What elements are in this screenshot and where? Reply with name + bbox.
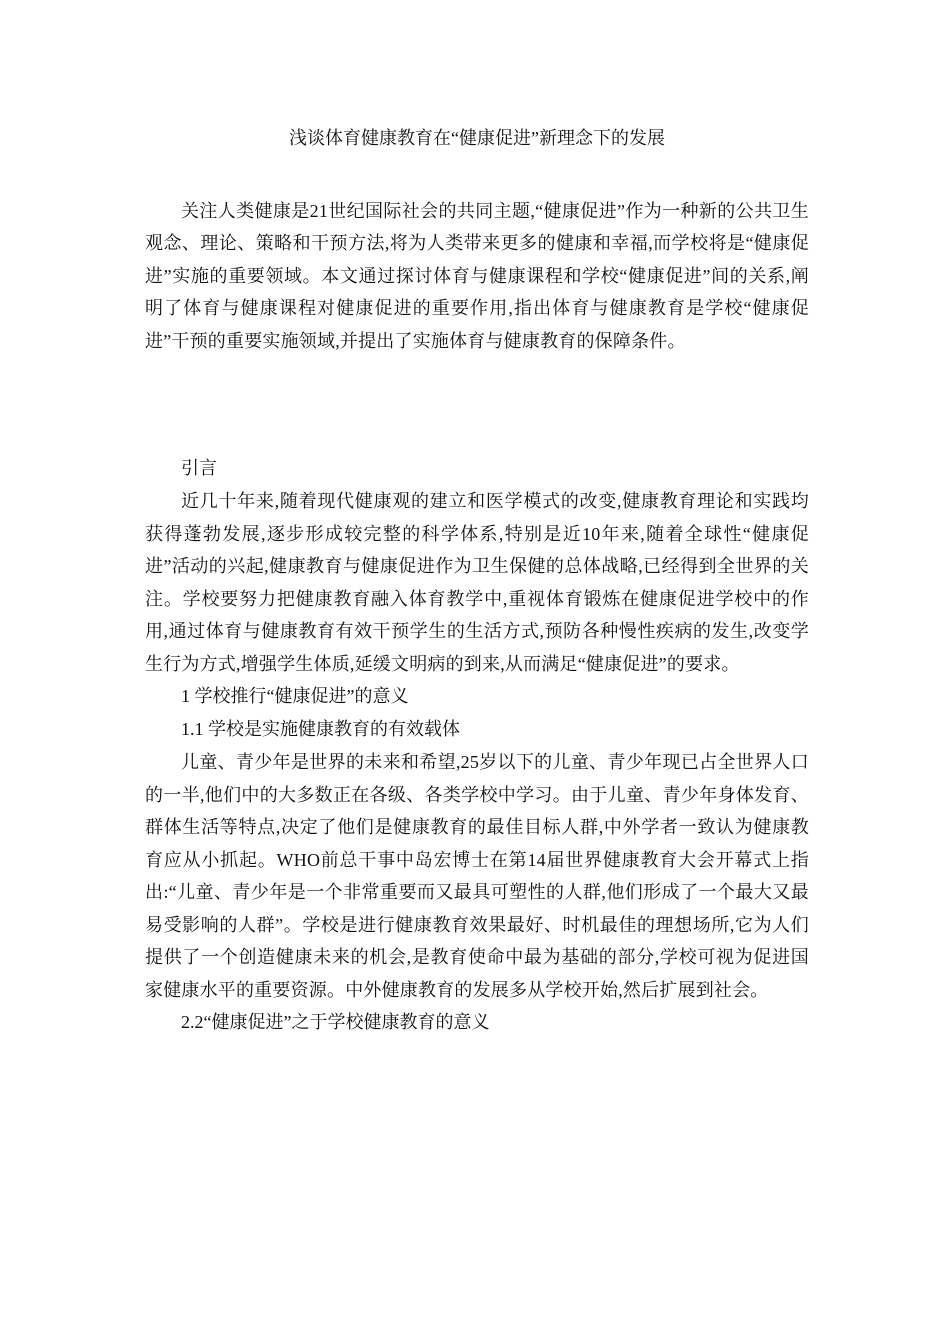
section-1-heading: 1 学校推行“健康促进”的意义 [181, 686, 409, 706]
abstract-paragraph: 关注人类健康是21世纪国际社会的共同主题,“健康促进”作为一种新的公共卫生观念、理论、策略和干预方法,将为人类带来更多的健康和幸福,而学校将是“健康促进”实施的重要领域。本文通过探讨体育与健康课程和学校“健康促进”间的关系,阐明了体育与健康课程对健康促进的重要作用,指出体育与健康教育是学校“健康促进”干预的重要实施领域,并提出了实施体育与健康教育的保障条件。 [145, 201, 809, 351]
document-title: 浅谈体育健康教育在“健康促进”新理念下的发展 [289, 128, 665, 148]
intro-paragraph: 近几十年来,随着现代健康观的建立和医学模式的改变,健康教育理论和实践均获得蓬勃发展,逐步形成较完整的科学体系,特别是近10年来,随着全球性“健康促进”活动的兴起,健康教育与健康促进作为卫生保健的总体战略,已经得到全世界的关注。学校要努力把健康教育融入体育教学中,重视体育锻炼在健康促进学校中的作用,通过体育与健康教育有效干预学生的生活方式,预防各种慢性疾病的发生,改变学生行为方式,增强学生体质,延缓文明病的到来,从而满足“健康促进”的要求。 [145, 491, 809, 674]
section-1-1-paragraph: 儿童、青少年是世界的未来和希望,25岁以下的儿童、青少年现已占全世界人口的一半,他们中的大多数正在各级、各类学校中学习。由于儿童、青少年身体发育、群体生活等特点,决定了他们是健康教育的最佳目标人群,中外学者一致认为健康教育应从小抓起。WHO前总干事中岛宏博士在第14届世界健康教育大会开幕式上指出:“儿童、青少年是一个非常重要而又最具可塑性的人群,他们形成了一个最大又最易受影响的人群”。学校是进行健康教育效果最好、时机最佳的理想场所,它为人们提供了一个创造健康未来的机会,是教育使命中最为基础的部分,学校可视为促进国家健康水平的重要资源。中外健康教育的发展多从学校开始,然后扩展到社会。 [145, 752, 809, 1000]
intro-heading: 引言 [181, 458, 217, 478]
section-2-2-heading: 2.2“健康促进”之于学校健康教育的意义 [181, 1012, 490, 1032]
body-section [145, 452, 809, 1039]
section-1-1-heading: 1.1 学校是实施健康教育的有效载体 [181, 719, 460, 739]
abstract-section [145, 195, 809, 357]
